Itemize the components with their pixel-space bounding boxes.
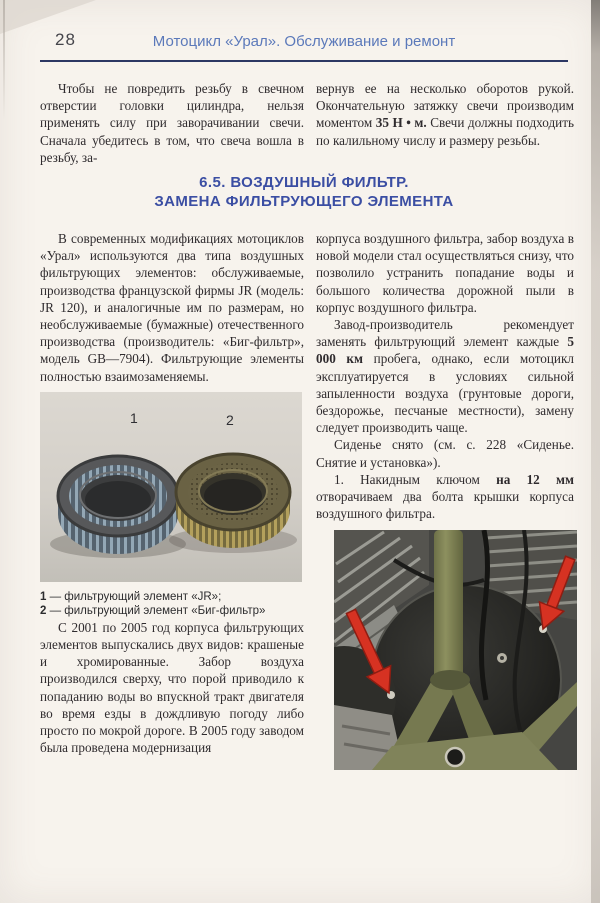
spark-plug-paragraph-left: Чтобы не повредить резьбу в свечном отверстии головки цилиндра, нельзя применять силу при заворачивании свечи. Сначала убедитесь в том, что свеча вошла в резьбу, за-	[40, 81, 304, 165]
caption-line-2: 2 — фильтрующий элемент «Биг-фильтр»	[40, 605, 266, 618]
photo-caption	[40, 590, 304, 619]
engine-air-filter-photo	[334, 530, 577, 770]
left-column-top	[40, 80, 304, 166]
engine-photo-art	[334, 530, 577, 770]
service-interval-paragraph: Завод-производитель рекомендует заменять фильтрующий элемент каждые 5 000 км пробега, однако, если мотоцикл эксплуатируется в условиях сильной запыленности воздуха (грунтовые дороги, бездорожье, песчаные местности), замену следует производить чаще.	[316, 317, 574, 436]
housing-continuation-paragraph: корпуса воздушного фильтра, забор воздуха в новой модели стал осуществляться снизу, что позволило устранить попадание воды и большого количества дорожной пыли в корпус воздушного фильтра.	[316, 231, 574, 315]
section-heading-line2: ЗАМЕНА ФИЛЬТРУЮЩЕГО ЭЛЕМЕНТА	[154, 193, 454, 210]
filter-elements-photo	[40, 392, 302, 582]
filter-element-jr	[58, 456, 178, 554]
step-1-paragraph: 1. Накидным ключом на 12 мм отворачиваем два болта крышки корпуса воздушного фильтра.	[316, 471, 574, 522]
section-heading-line1: 6.5. ВОЗДУШНЫЙ ФИЛЬТР.	[199, 174, 409, 191]
filter-elements-photo-art	[40, 392, 302, 582]
right-column-main	[316, 230, 574, 770]
running-header-title: Мотоцикл «Урал». Обслуживание и ремонт	[152, 33, 456, 50]
photo-label-2: 2	[226, 411, 234, 428]
photo-label-1: 1	[130, 409, 138, 426]
housing-history-paragraph: С 2001 по 2005 год корпуса фильтрующих элементов выпускались двух видов: крашеные и хромированные. Забор воздуха производился сверху, что порой приводило к попаданию воды во впускной тракт двигателя во время езды в дождливую погоду либо просто по мокрой дороге. В 2005 году заводом была проведена модернизация	[40, 619, 304, 756]
section-heading	[40, 173, 568, 211]
caption-line-1: 1 — фильтрующий элемент «JR»;	[40, 590, 222, 603]
page-number: 28	[55, 30, 76, 49]
right-column-top	[316, 80, 574, 149]
header-rule	[40, 60, 568, 62]
filter-element-big-filter	[176, 454, 290, 548]
scan-right-edge	[591, 0, 600, 903]
scan-corner-shadow	[0, 0, 96, 34]
seat-note-paragraph: Сиденье снято (см. с. 228 «Сиденье. Снятие и установка»).	[316, 437, 574, 470]
spark-plug-paragraph-right: вернув ее на несколько оборотов рукой. Окончательную затяжку свечи производим моментом 35 Н • м. Свечи должны подходить по калильному числу и размеру резьбы.	[316, 81, 574, 148]
scan-left-edge	[3, 0, 5, 120]
filters-types-paragraph: В современных модификациях мотоциклов «Урал» используются два типа воздушных фильтрующих элементов: обслуживаемые, производства французской фирмы JR (модель: JR 120), и аналогичные им по размерам, но необслуживаемые (бумажные) отечественного производства (производитель: «Биг-фильтр», модель GB—7904). Фильтрующие элементы полностью взаимозаменяемы.	[40, 231, 304, 384]
left-column-main	[40, 230, 304, 756]
